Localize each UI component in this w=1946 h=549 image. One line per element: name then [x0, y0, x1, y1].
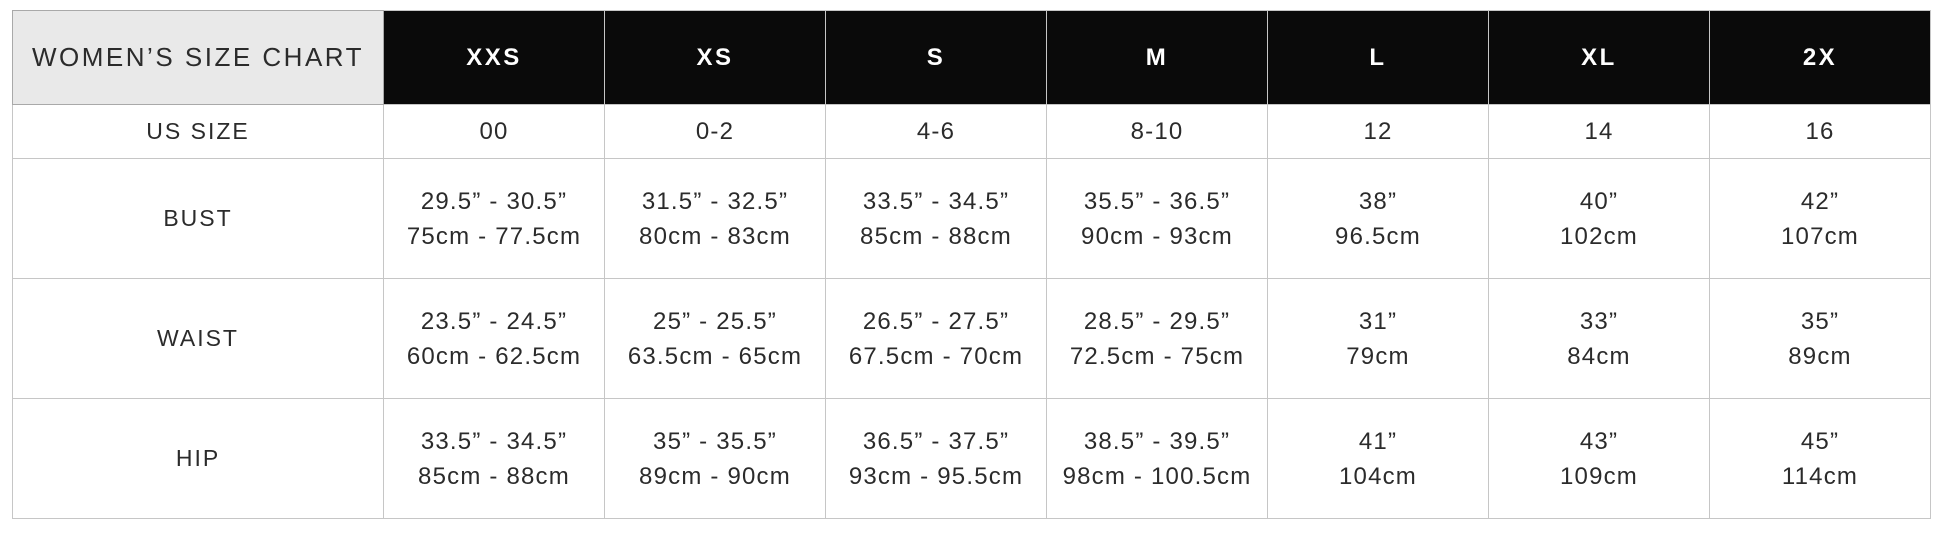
measure-cell [1268, 105, 1489, 159]
table-row-us-size [13, 105, 1931, 159]
measure-cell [384, 279, 605, 399]
cm-value: 90cm - 93cm [1081, 222, 1233, 250]
inches-value: 40” [1579, 187, 1619, 215]
row-label: WAIST [13, 279, 384, 399]
measure-cell [826, 105, 1047, 159]
inches-value: 31.5” - 32.5” [641, 187, 789, 215]
measure-cell [1710, 105, 1931, 159]
inches-value: 33.5” - 34.5” [420, 427, 568, 455]
us-size-value: 14 [1584, 118, 1614, 145]
cm-value: 84cm [1567, 342, 1631, 370]
cm-value: 67.5cm - 70cm [848, 342, 1024, 370]
size-col-header-l: L [1268, 11, 1489, 105]
inches-value: 25” - 25.5” [653, 307, 777, 335]
size-chart-body [13, 105, 1931, 519]
measure-cell [1710, 399, 1931, 519]
size-col-header-xxs: XXS [384, 11, 605, 105]
cm-value: 98cm - 100.5cm [1062, 462, 1252, 490]
chart-title: WOMEN’S SIZE CHART [13, 11, 384, 105]
size-col-header-s: S [826, 11, 1047, 105]
measure-cell [826, 279, 1047, 399]
cm-value: 72.5cm - 75cm [1069, 342, 1245, 370]
cm-value: 85cm - 88cm [418, 462, 570, 490]
cm-value: 89cm - 90cm [639, 462, 791, 490]
measure-cell [384, 399, 605, 519]
inches-value: 42” [1800, 187, 1840, 215]
inches-value: 43” [1579, 427, 1619, 455]
cm-value: 102cm [1559, 222, 1639, 250]
measure-cell [1489, 105, 1710, 159]
cm-value: 63.5cm - 65cm [627, 342, 803, 370]
measure-cell [1268, 279, 1489, 399]
measure-cell [826, 399, 1047, 519]
cm-value: 93cm - 95.5cm [848, 462, 1024, 490]
measure-cell [1047, 159, 1268, 279]
us-size-value: 4-6 [916, 118, 956, 145]
cm-value: 109cm [1559, 462, 1639, 490]
inches-value: 35” - 35.5” [653, 427, 777, 455]
cm-value: 60cm - 62.5cm [406, 342, 582, 370]
inches-value: 31” [1358, 307, 1398, 335]
measure-cell [1047, 279, 1268, 399]
inches-value: 23.5” - 24.5” [420, 307, 568, 335]
cm-value: 114cm [1781, 462, 1859, 490]
size-chart-table [12, 10, 1931, 519]
inches-value: 26.5” - 27.5” [862, 307, 1010, 335]
inches-value: 35” [1800, 307, 1840, 335]
cm-value: 75cm - 77.5cm [406, 222, 582, 250]
us-size-value: 00 [479, 118, 509, 145]
measure-cell [1710, 159, 1931, 279]
measure-cell [1710, 279, 1931, 399]
cm-value: 96.5cm [1335, 222, 1421, 250]
table-row-bust [13, 159, 1931, 279]
row-label: US SIZE [13, 105, 384, 159]
cm-value: 89cm [1788, 342, 1852, 370]
inches-value: 35.5” - 36.5” [1083, 187, 1231, 215]
cm-value: 104cm [1338, 462, 1418, 490]
measure-cell [826, 159, 1047, 279]
us-size-value: 12 [1363, 118, 1393, 145]
measure-cell [1268, 399, 1489, 519]
inches-value: 41” [1358, 427, 1398, 455]
size-col-header-xs: XS [605, 11, 826, 105]
inches-value: 29.5” - 30.5” [420, 187, 568, 215]
measure-cell [605, 279, 826, 399]
measure-cell [1047, 399, 1268, 519]
cm-value: 80cm - 83cm [639, 222, 791, 250]
measure-cell [384, 105, 605, 159]
measure-cell [1489, 399, 1710, 519]
inches-value: 28.5” - 29.5” [1083, 307, 1231, 335]
size-col-header-2x: 2X [1710, 11, 1931, 105]
inches-value: 36.5” - 37.5” [862, 427, 1010, 455]
us-size-value: 16 [1805, 118, 1835, 145]
size-col-header-xl: XL [1489, 11, 1710, 105]
measure-cell [1268, 159, 1489, 279]
measure-cell [1489, 279, 1710, 399]
inches-value: 33.5” - 34.5” [862, 187, 1010, 215]
measure-cell [605, 159, 826, 279]
row-label: HIP [13, 399, 384, 519]
inches-value: 38.5” - 39.5” [1083, 427, 1231, 455]
us-size-value: 8-10 [1130, 118, 1184, 145]
inches-value: 33” [1579, 307, 1619, 335]
size-col-header-m: M [1047, 11, 1268, 105]
cm-value: 79cm [1346, 342, 1410, 370]
table-row-waist [13, 279, 1931, 399]
us-size-value: 0-2 [695, 118, 735, 145]
measure-cell [1489, 159, 1710, 279]
measure-cell [605, 399, 826, 519]
measure-cell [605, 105, 826, 159]
cm-value: 107cm [1780, 222, 1860, 250]
size-header-row [13, 11, 1931, 105]
measure-cell [1047, 105, 1268, 159]
measure-cell [384, 159, 605, 279]
inches-value: 45” [1800, 427, 1840, 455]
row-label: BUST [13, 159, 384, 279]
inches-value: 38” [1358, 187, 1398, 215]
cm-value: 85cm - 88cm [860, 222, 1012, 250]
table-row-hip [13, 399, 1931, 519]
